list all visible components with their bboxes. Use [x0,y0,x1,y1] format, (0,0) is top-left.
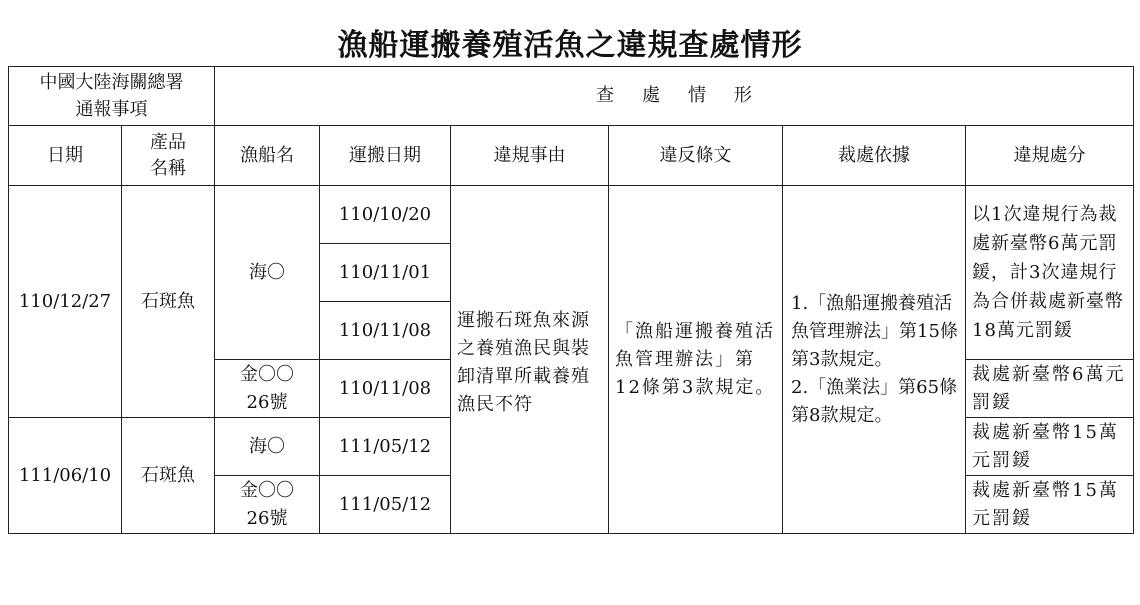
header-customs-notice: 中國大陸海關總署 通報事項 [9,67,215,126]
col-header-reason: 違規事由 [451,126,609,186]
transport-date: 111/05/12 [320,476,451,534]
violation-table [8,66,1134,534]
penalty-cell-2: 裁處新臺幣6萬元罰鍰 [966,360,1134,418]
violated-article: 「漁船運搬養殖活魚管理辦法」第12條第3款規定。 [609,186,783,534]
col-header-vessel: 漁船名 [215,126,320,186]
col-header-product: 產品 名稱 [122,126,215,186]
group1-product: 石斑魚 [122,186,215,418]
group1-vessel2-name: 金〇〇 26號 [215,360,320,418]
group2-date: 111/06/10 [9,418,122,534]
document-title: 漁船運搬養殖活魚之違規查處情形 [337,28,803,63]
transport-date: 110/10/20 [320,186,451,244]
penalty-cell-1: 以1次違規行為裁處新臺幣6萬元罰鍰，計3次違規行為合併裁處新臺幣18萬元罰鍰 [966,186,1134,360]
col-header-article: 違反條文 [609,126,783,186]
transport-date: 111/05/12 [320,418,451,476]
penalty-basis [783,186,966,534]
col-header-penalty: 違規處分 [966,126,1134,186]
group2-product: 石斑魚 [122,418,215,534]
header-handling-status [215,67,1134,126]
group1-date: 110/12/27 [9,186,122,418]
basis-item-2: 2.「漁業法」第65條第8款規定。 [791,376,958,426]
col-header-date: 日期 [9,126,122,186]
group2-vessel1-name: 海〇 [215,418,320,476]
penalty-cell-3: 裁處新臺幣15萬元罰鍰 [966,418,1134,476]
header-handling-status-label: 查處情形 [596,85,780,106]
col-header-transport-date: 運搬日期 [320,126,451,186]
transport-date: 110/11/08 [320,302,451,360]
col-header-basis: 裁處依據 [783,126,966,186]
penalty-cell-4: 裁處新臺幣15萬元罰鍰 [966,476,1134,534]
basis-item-1: 1.「漁船運搬養殖活魚管理辦法」第15條第3款規定。 [791,292,958,370]
group1-vessel1-name: 海〇 [215,186,320,360]
group2-vessel2-name: 金〇〇 26號 [215,476,320,534]
transport-date: 110/11/08 [320,360,451,418]
violation-reason: 運搬石斑魚來源之養殖漁民與裝卸清單所載養殖漁民不符 [451,186,609,534]
transport-date: 110/11/01 [320,244,451,302]
